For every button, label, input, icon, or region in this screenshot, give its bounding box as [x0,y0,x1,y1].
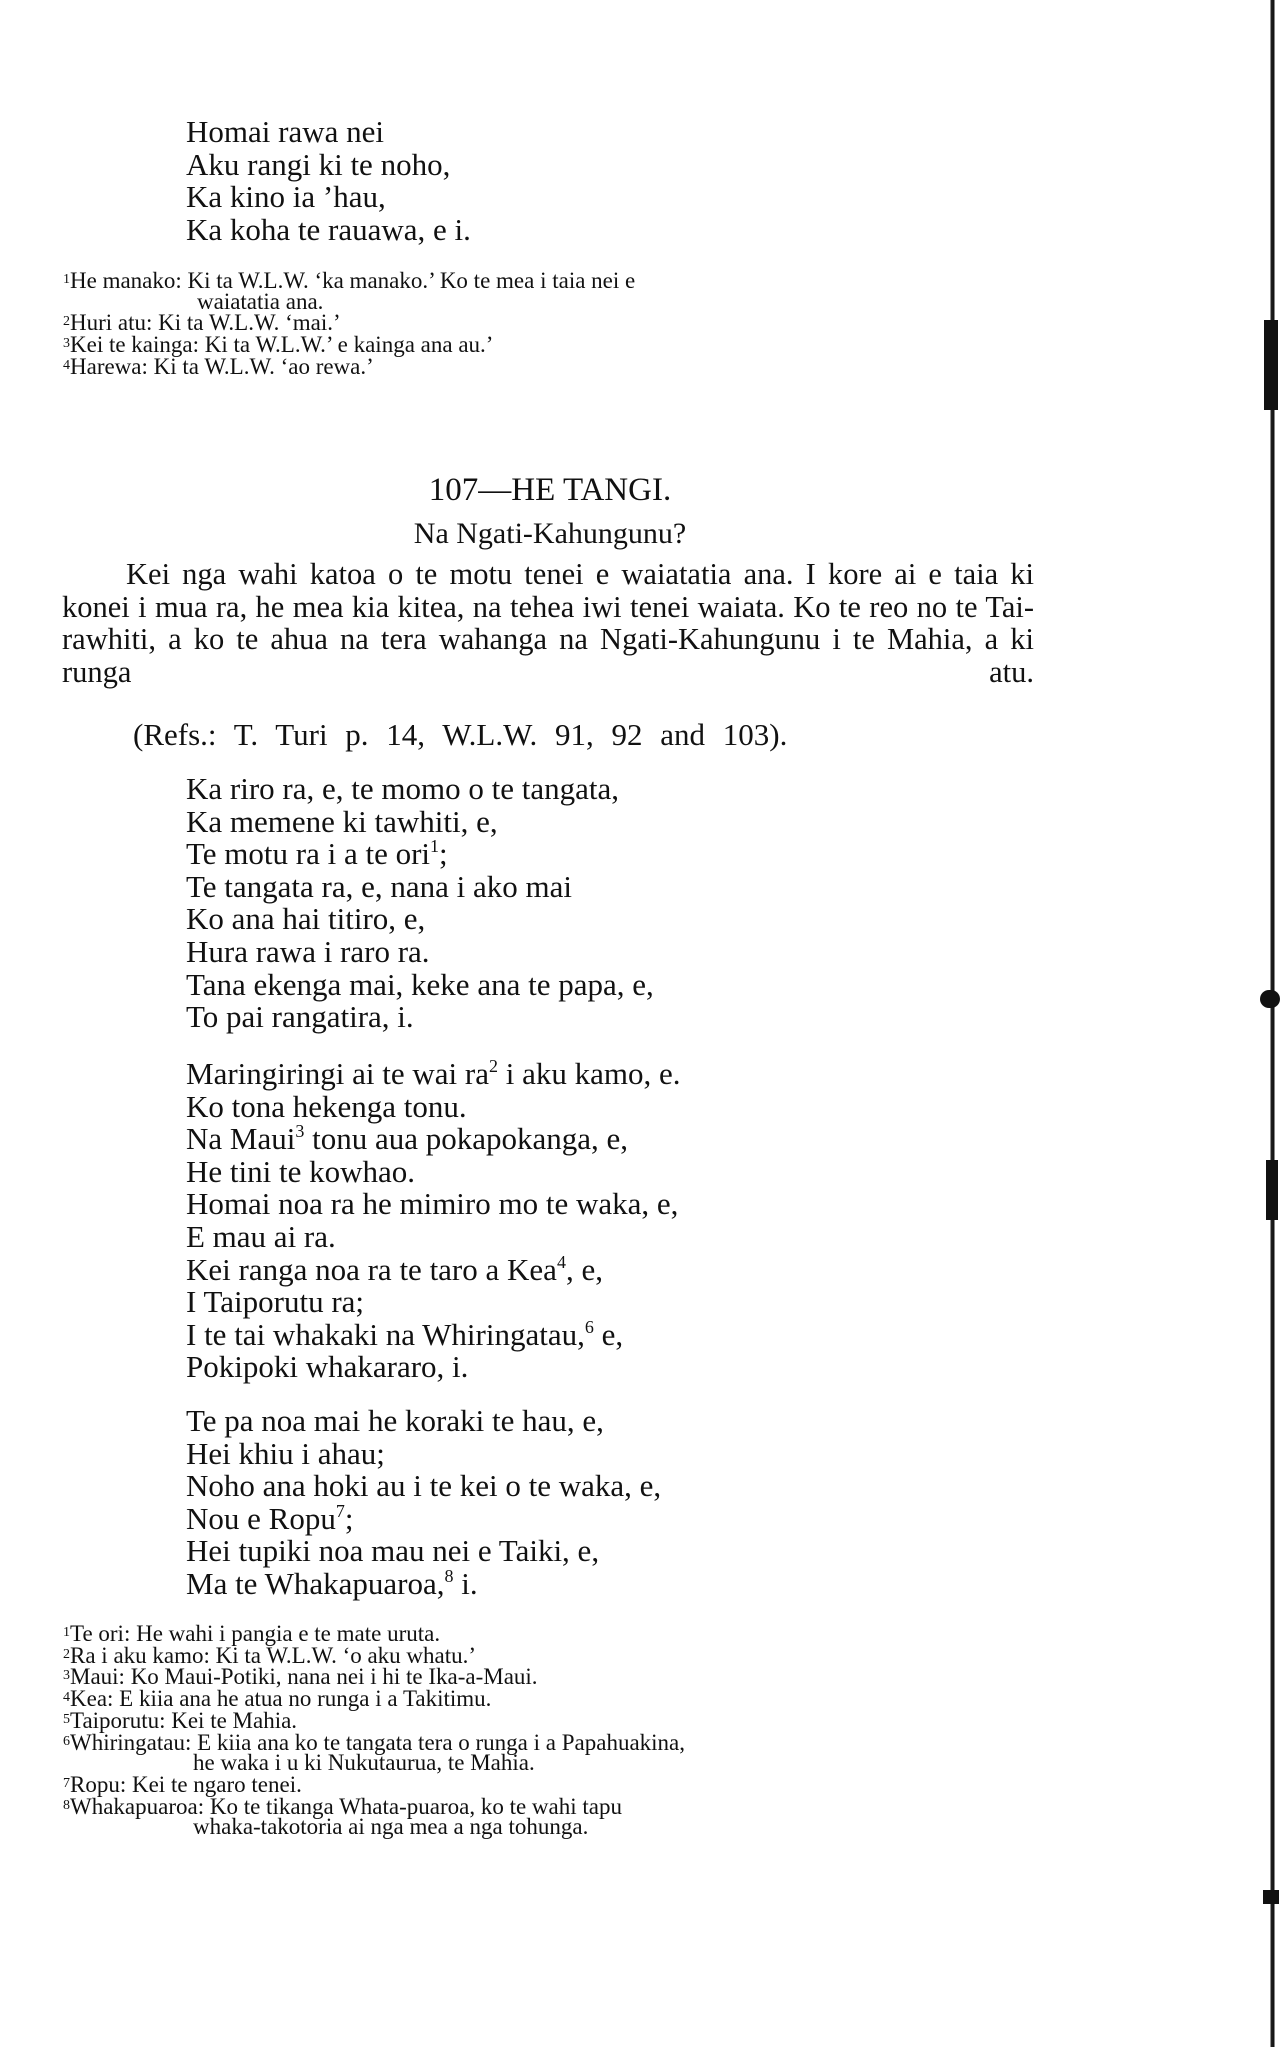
footnote-number: 1 [63,1625,70,1640]
top-footnotes [63,270,1038,378]
footnote-text: Maui: Ko Maui-Potiki, nana nei i hi te Ika-a-Maui. [70,1664,538,1690]
intro-paragraph [62,558,1034,688]
footnote-continuation: he waka i u ki Nukutaurua, te Mahia. [193,1750,535,1776]
footnote-text: Kei te kainga: Ki ta W.L.W.’ e kainga ana au.’ [70,332,494,358]
footnote-text: He manako: Ki ta W.L.W. ‘ka manako.’ Ko te mea i taia nei e [70,268,636,293]
footnote-text: Ra i aku kamo: Ki ta W.L.W. ‘o aku whatu.’ [70,1642,477,1668]
footnote-text: Harewa: Ki ta W.L.W. ‘ao rewa.’ [70,353,374,379]
verse-line: Te tangata ra, e, nana i ako mai [186,868,573,904]
stanza-3 [186,1405,1086,1601]
verse-line: Pokipoki whakararo, i. [186,1349,469,1385]
binding-mark [1260,990,1280,1008]
verse-line: Hura rawa i raro ra. [186,933,430,969]
footnote-number: 7 [63,1775,70,1791]
footnote-number: 1 [63,272,70,287]
stanza-1 [186,773,1086,1034]
footnote-entry [63,270,1038,312]
verse-line: I te tai whakaki na Whiringatau,$^6$ e, [186,1316,624,1352]
footnote-text: Taiporutu: Kei te Mahia. [70,1707,298,1733]
verse-line: E mau ai ra. [186,1218,336,1254]
footnote-number: 8 [63,1797,70,1813]
verse-line: Hei khiu i ahau; [186,1435,385,1471]
verse-line: Ka memene ki tawhiti, e, [186,803,498,839]
song-attribution: Na Ngati-Kahungunu? [413,517,687,550]
top-verse [186,116,1086,246]
footnote-number: 5 [63,1711,70,1727]
footnote-entry [63,1666,1038,1688]
verse-line: Te pa noa mai he koraki te hau, e, [186,1403,604,1438]
footnote-entry [63,312,1038,334]
footnote-number: 4 [63,1690,70,1706]
footnote-text: Huri atu: Ki ta W.L.W. ‘mai.’ [70,310,341,336]
footnote-ref: 6 [584,1316,594,1337]
footnote-entry [63,1793,1038,1840]
footnote-number: 6 [63,1733,70,1749]
footnote-entry [63,1688,1038,1710]
verse-line: Homai rawa nei [186,114,384,149]
verse-line: Ka koha te rauawa, e i. [186,211,471,247]
verse-line: Homai noa ra he mimiro mo te waka, e, [186,1186,679,1222]
verse-line: He tini te kowhao. [186,1153,416,1189]
verse-line: Nou e Ropu$^7$; [186,1500,354,1536]
footnote-entry [63,1642,1038,1668]
verse-line: Ma te Whakapuaroa,$^8$ i. [186,1565,478,1601]
verse-line: Hei tupiki noa mau nei e Taiki, e, [186,1533,600,1569]
verse-line: Aku rangi ki te noho, [186,146,451,182]
footnote-text: Whiringatau: E kiia ana ko te tangata tera o runga i a Papahuakina, [70,1729,686,1755]
binding-mark [1266,1160,1278,1220]
references: (Refs.: T. Turi p. 14, W.L.W. 91, 92 and 103). [133,717,788,752]
verse-line: Te motu ra i a te ori$^1$; [186,836,448,872]
verse-line: Ko tona hekenga tonu. [186,1088,467,1124]
verse-line: I Taiporutu ra; [186,1284,365,1320]
footnote-text: Ropu: Kei te ngaro tenei. [70,1771,302,1797]
verse-line: Ko ana hai titiro, e, [186,901,426,937]
footnote-ref: 1 [430,836,440,857]
footnote-ref: 4 [556,1251,566,1272]
verse-line: To pai rangatira, i. [186,999,414,1035]
verse-line: Ka kino ia ’hau, [186,179,386,215]
footnote-ref: 7 [335,1500,345,1521]
footnote-ref: 8 [444,1565,454,1586]
footnote-continuation: whaka-takotoria ai nga mea a nga tohunga. [193,1814,589,1840]
footnote-ref: 3 [295,1121,305,1142]
footnote-number: 3 [63,1668,70,1684]
footnote-number: 2 [63,314,70,330]
footnote-entry [63,334,1038,356]
song-title: 107—HE TANGI. [428,472,672,508]
footnote-entry [63,1771,1038,1797]
binding-mark [1264,320,1278,410]
verse-line: Kei ranga noa ra te taro a Kea$^4$, e, [186,1251,603,1287]
footnote-ref: 2 [489,1056,499,1076]
footnote-entry [63,1707,1038,1733]
footnote-number: 4 [63,357,70,373]
verse-line: Ka riro ra, e, te momo o te tangata, [186,771,619,806]
footnote-entry [63,353,1038,379]
verse-line: Na Maui$^3$ tonu aua pokapokanga, e, [186,1121,629,1157]
footnote-number: 3 [63,336,70,352]
footnote-text: Te ori: He wahi i pangia e te mate uruta. [70,1621,441,1646]
footnote-text: Kea: E kiia ana he atua no runga i a Takitimu. [70,1686,492,1712]
verse-line: Tana ekenga mai, keke ana te papa, e, [186,966,654,1002]
binding-mark [1263,1890,1279,1904]
footnote-entry [63,1623,1038,1645]
footnote-text: Whakapuaroa: Ko te tikanga Whata-puaroa, ko te wahi tapu [70,1793,622,1819]
stanza-2 [186,1058,1086,1384]
bottom-footnotes [63,1623,1038,1838]
verse-line: Maringiringi ai te wai $ra^2$ i aku kamo, e. [186,1056,681,1091]
footnote-number: 2 [63,1646,70,1662]
footnote-continuation: waiatatia ana. [197,288,324,314]
footnote-entry [63,1729,1038,1776]
page-edge [1266,0,1280,2047]
verse-line: Noho ana hoki au i te kei o te waka, e, [186,1468,662,1504]
intro-text: Kei nga wahi katoa o te motu tenei e waiatatia ana. I kore ai e taia ki konei i mua ra, he mea kia kitea, na tehea iwi tenei waiata. Ko te reo no te Tai-rawhiti, a ko te ahua na tera wahanga na Ngati-Kahungunu i te Mahia, a ki runga atu. [62,557,1034,689]
